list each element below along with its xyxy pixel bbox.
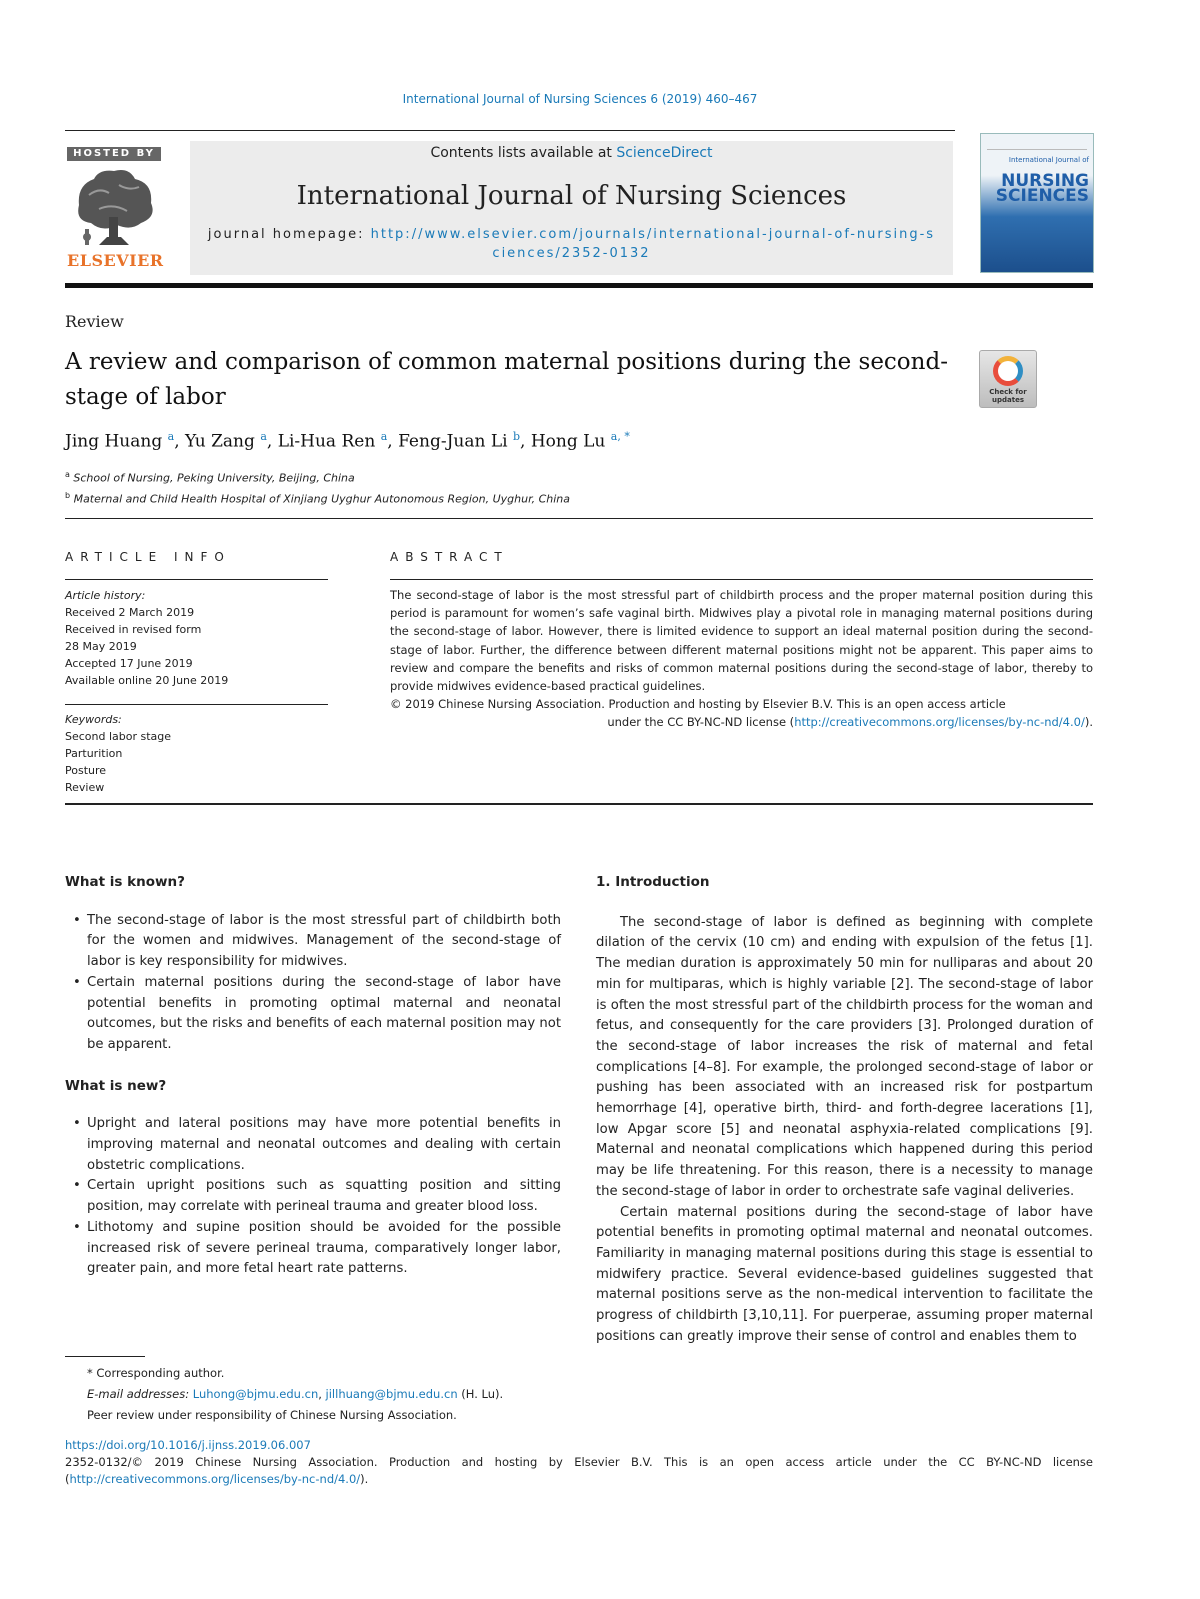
affiliation-text: Maternal and Child Health Hospital of Xinjiang Uyghur Autonomous Region, Uyghur, China	[73, 492, 571, 506]
elsevier-tree-icon	[69, 165, 159, 249]
affiliation-rule	[65, 518, 1093, 519]
highlights-column	[65, 872, 561, 1280]
list-item: • Certain maternal positions during the second-stage of labor have potential benefits in promoting optimal maternal and neonatal outcomes, but the risks and benefits of each maternal position may not be apparent.	[65, 973, 561, 1056]
contents-prefix: Contents lists available at	[430, 145, 617, 161]
affiliation-marker: a	[65, 470, 70, 479]
cover-title: NURSING SCIENCES	[995, 171, 1089, 206]
introduction-paragraph: The second-stage of labor is defined as beginning with complete dilation of the cervix (10 cm) and ending with expulsion of the fetus [1]. The median duration is approximately 50 min for nulliparas and about 20 min for multiparas, which is highly variable [2]. The second-stage of labor is often the most stressful part of the childbirth process for the woman and fetus, and consequently for the care providers [3]. Prolonged duration of the second-stage of labor increases the risk of maternal and fetal complications [4–8]. For example, the prolonged second-stage of labor or pushing has been associated with an increased risk for postpartum hemorrhage [4], operative birth, third- and forth-degree lacerations [1], low Apgar score [5] and neonatal asphyxia-related complications [9]. Maternal and neonatal complications which happened during this period may be life threatening. For this reason, there is a necessity to manage the second-stage of labor in order to orchestrate safe vaginal deliveries.	[596, 914, 1093, 1199]
what-is-known-heading: What is known?	[65, 874, 185, 890]
list-item: • Certain upright positions such as squatting position and sitting position, may correlate with perineal trauma and greater blood loss.	[65, 1176, 561, 1217]
keyword-item[interactable]: Review	[65, 781, 105, 794]
author-affil-marker[interactable]: a	[167, 430, 175, 443]
bottom-license	[65, 1454, 1093, 1488]
homepage-link[interactable]: http://www.elsevier.com/journals/international-journal-of-nursing-sciences/2352-0132	[370, 227, 936, 261]
check-for-updates-badge[interactable]	[979, 350, 1037, 408]
affiliations	[65, 466, 570, 507]
hosted-by-label: HOSTED BY	[67, 147, 161, 161]
author-affil-marker[interactable]: a, *	[610, 430, 630, 443]
bottom-license-suffix: ).	[360, 1472, 369, 1486]
list-item: • Upright and lateral positions may have more potential benefits in improving maternal and neonatal outcomes and dealing with certain obstetric complications.	[65, 1114, 561, 1176]
header-rule-top	[65, 130, 955, 131]
license-suffix: ).	[1084, 715, 1093, 730]
author-affil-marker[interactable]: b	[512, 430, 520, 443]
email-link[interactable]: jillhuang@bjmu.edu.cn	[325, 1387, 458, 1401]
cover-subtitle: International Journal of	[1008, 156, 1089, 164]
author-name[interactable]: Li-Hua Ren	[277, 431, 376, 452]
sciencedirect-link[interactable]: ScienceDirect	[616, 145, 713, 161]
keywords	[65, 711, 171, 796]
journal-masthead	[190, 141, 953, 275]
article-history	[65, 587, 228, 689]
footnote-rule	[65, 1356, 145, 1357]
elsevier-wordmark: ELSEVIER	[67, 251, 164, 270]
crossmark-icon	[993, 356, 1023, 386]
section-type: Review	[65, 312, 124, 331]
email-note	[65, 1384, 565, 1405]
email-label: E-mail addresses:	[87, 1387, 193, 1401]
journal-homepage	[190, 225, 953, 263]
abstract-copyright-line1: © 2019 Chinese Nursing Association. Production and hosting by Elsevier B.V. This is an open access article	[390, 697, 1006, 712]
what-is-new-list	[65, 1114, 561, 1280]
list-item: • Lithotomy and supine position should be avoided for the possible increased risk of severe perineal trauma, comparatively longer labor, greater pain, and more fetal heart rate patterns.	[65, 1218, 561, 1280]
affiliation-item	[65, 487, 570, 508]
journal-cover-thumbnail[interactable]	[980, 133, 1094, 273]
history-label: Article history:	[65, 589, 146, 602]
introduction-heading: 1. Introduction	[596, 874, 710, 890]
homepage-label: journal homepage:	[207, 227, 371, 242]
keyword-item[interactable]: Second labor stage	[65, 730, 172, 743]
author-name[interactable]: Yu Zang	[185, 431, 255, 452]
article-info-heading: ARTICLE INFO	[65, 550, 231, 564]
bottom-matter	[65, 1437, 1093, 1488]
keywords-label: Keywords:	[65, 713, 122, 726]
corresponding-author-note: * Corresponding author.	[87, 1366, 225, 1380]
keyword-item[interactable]: Posture	[65, 764, 107, 777]
email-suffix: (H. Lu).	[457, 1387, 504, 1401]
bottom-license-text: 2352-0132/© 2019 Chinese Nursing Association. Production and hosting by Elsevier B.V. This is an open access article under the CC BY-NC-ND license (	[65, 1455, 1093, 1486]
history-item: Received in revised form	[65, 623, 202, 636]
cover-header-line	[987, 140, 1087, 150]
journal-reference[interactable]: International Journal of Nursing Sciences 6 (2019) 460–467	[402, 92, 758, 106]
affiliation-marker: b	[65, 490, 71, 500]
introduction-paragraph: Certain maternal positions during the second-stage of labor have potential benefits in promoting optimal maternal and neonatal outcomes. Familiarity in managing maternal positions during this stage is essential to midwifery practice. Several evidence-based guidelines suggested that maternal positions serve as the non-medical intervention to facilitate the progress of childbirth [3,10,11]. For puerperae, assuming proper maternal positions can greatly improve their sense of control and enables them to	[596, 1204, 1093, 1344]
doi-link[interactable]: https://doi.org/10.1016/j.ijnss.2019.06.007	[65, 1438, 311, 1452]
introduction-column	[596, 872, 1093, 1347]
author-list: Jing Huang $^a$, Yu Zang $^a$, Li-Hua Ren $^a$, Feng-Juan Li $^b$, Hong Lu $^{a, *}$	[65, 430, 630, 452]
crossmark-label: Check for updates	[989, 388, 1027, 404]
license-prefix: under the CC BY-NC-ND license (	[607, 715, 795, 730]
author-affil-marker[interactable]: a	[380, 430, 388, 443]
what-is-known-list	[65, 911, 561, 1056]
history-item: 28 May 2019	[65, 640, 137, 653]
author-name[interactable]: Hong Lu	[530, 431, 606, 452]
author-name[interactable]: Jing Huang	[65, 431, 163, 452]
affiliation-item	[65, 466, 570, 487]
email-separator: ,	[318, 1387, 326, 1401]
history-item: Available online 20 June 2019	[65, 674, 229, 687]
keywords-rule	[65, 704, 328, 705]
abstract-text: The second-stage of labor is the most stressful part of childbirth process and the proper maternal position during this period is paramount for women’s safe vaginal birth. Midwives play a pivotal role in managing maternal positions during the second-stage of labor. However, there is limited evidence to support an ideal maternal position during the second-stage of labor. Further, the difference between different maternal positions might not be apparent. This paper aims to review and compare the benefits and risks of common maternal positions during the second-stage of labor, thereby to provide midwives evidence-based practical guidelines.	[390, 588, 1093, 694]
peer-review-note: Peer review under responsibility of Chinese Nursing Association.	[87, 1408, 457, 1422]
history-item: Accepted 17 June 2019	[65, 657, 193, 670]
license-link[interactable]: http://creativecommons.org/licenses/by-nc-nd/4.0/	[794, 715, 1085, 730]
bottom-license-link[interactable]: http://creativecommons.org/licenses/by-nc-nd/4.0/	[69, 1472, 361, 1486]
abstract-rule	[390, 579, 1093, 580]
author-affil-marker[interactable]: a	[260, 430, 267, 443]
article-info-rule	[65, 579, 328, 580]
keyword-item[interactable]: Parturition	[65, 747, 123, 760]
footnotes	[65, 1363, 565, 1426]
affiliation-text: School of Nursing, Peking University, Beijing, China	[73, 471, 355, 485]
article-title: A review and comparison of common maternal positions during the second-stage of labor	[65, 349, 948, 410]
abstract-body	[390, 586, 1093, 732]
journal-title: International Journal of Nursing Sciences	[296, 181, 847, 211]
front-matter-rule	[65, 803, 1093, 805]
author-name[interactable]: Feng-Juan Li	[398, 431, 508, 452]
abstract-heading: ABSTRACT	[390, 550, 509, 564]
header-rule-thick	[65, 283, 1093, 288]
history-item: Received 2 March 2019	[65, 606, 195, 619]
email-link[interactable]: Luhong@bjmu.edu.cn	[192, 1387, 319, 1401]
abstract-copyright-line2	[390, 713, 1093, 731]
contents-line	[190, 145, 953, 161]
what-is-new-heading: What is new?	[65, 1077, 167, 1094]
list-item: • The second-stage of labor is the most stressful part of childbirth both for the women and midwives. Management of the second-stage of labor is key responsibility for midwives.	[65, 911, 561, 973]
elsevier-logo[interactable]	[67, 147, 164, 271]
